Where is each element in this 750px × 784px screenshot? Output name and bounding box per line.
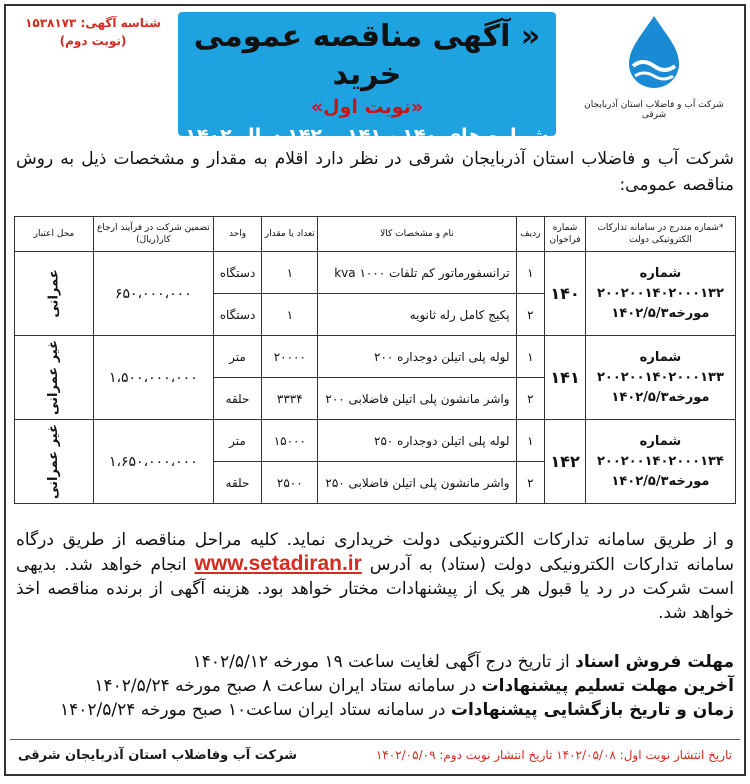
ad-identifier bbox=[18, 14, 168, 50]
ad-round: (نوبت دوم) bbox=[59, 34, 127, 48]
credit-cell bbox=[15, 252, 94, 336]
item-qty: ۲۵۰۰ bbox=[262, 462, 318, 504]
table-row bbox=[15, 252, 736, 294]
item-name: پکیج کامل رله ثانویه bbox=[318, 294, 516, 336]
setad-label: شماره bbox=[639, 433, 682, 449]
setad-number: ۲۰۰۲۰۰۱۴۰۲۰۰۰۱۳۲ bbox=[596, 285, 724, 301]
setad-number: ۲۰۰۲۰۰۱۴۰۲۰۰۰۱۳۳ bbox=[596, 369, 724, 385]
logo-company-name: شرکت آب و فاضلاب استان آذربایجان شرقی bbox=[584, 100, 724, 120]
setad-cell bbox=[585, 420, 735, 504]
setad-date: مورخه۱۴۰۲/۵/۳ bbox=[611, 305, 710, 321]
deadline-document-sale bbox=[16, 650, 734, 674]
col-unit: واحد bbox=[213, 217, 262, 252]
notice-title: « آگهی مناقصه عمومی خرید bbox=[193, 19, 541, 92]
row-number: ۲ bbox=[516, 378, 545, 420]
item-name: لوله پلی اتیلن دوجداره ۲۰۰ bbox=[318, 336, 516, 378]
deadline-label: زمان و تاریخ بازگشایی پیشنهادات bbox=[450, 700, 734, 720]
deadline-label: مهلت فروش اسناد bbox=[575, 652, 734, 672]
publish-dates: تاریخ انتشار نوبت اول: ۱۴۰۲/۰۵/۰۸ تاریخ انتشار نوبت دوم: ۱۴۰۲/۰۵/۰۹ bbox=[375, 748, 732, 762]
deadlines-list bbox=[16, 650, 734, 722]
credit-cell bbox=[15, 336, 94, 420]
row-number: ۱ bbox=[516, 252, 545, 294]
col-setad: *شماره مندرج در سامانه تدارکات الکترونیکی دولت bbox=[585, 217, 735, 252]
deadline-submission bbox=[16, 674, 734, 698]
col-row: ردیف bbox=[516, 217, 545, 252]
setad-label: شماره bbox=[639, 265, 682, 281]
col-item: نام و مشخصات کالا bbox=[318, 217, 516, 252]
deadline-detail: از تاریخ درج آگهی لغایت ساعت ۱۹ مورخه ۱۴۰۲/۵/۱۲ bbox=[192, 652, 576, 672]
title-box bbox=[178, 12, 556, 147]
guarantee-amount: ۶۵۰،۰۰۰،۰۰۰ bbox=[93, 252, 213, 336]
intro-text: شرکت آب و فاضلاب استان آذربایجان شرقی در نظر دارد اقلام به مقدار و مشخصات ذیل به روش مناقصه عمومی: bbox=[16, 149, 734, 195]
procedure-text-before: و از طریق سامانه تدارکات الکترونیکی دولت خریداری نماید. کلیه مراحل مناقصه از طریق درگاه سامانه تدارکات الکترونیکی دولت (ستاد) به آدرس bbox=[16, 530, 735, 575]
deadline-opening bbox=[16, 698, 734, 722]
item-unit: دستگاه bbox=[213, 294, 262, 336]
procedure-text-after: انجام خواهد شد. بدیهی است شرکت در رد یا قبول هر یک از پیشنهادات مختار خواهد بود. هزینه آگهی از برنده مناقصه اخذ خواهد شد. bbox=[16, 555, 734, 623]
notice-subtitle: «نوبت اول» bbox=[310, 96, 424, 118]
setad-number: ۲۰۰۲۰۰۱۴۰۲۰۰۰۱۳۴ bbox=[596, 453, 724, 469]
item-qty: ۲۰۰۰۰ bbox=[262, 336, 318, 378]
col-credit: محل اعتبار bbox=[15, 217, 94, 252]
table-row bbox=[15, 336, 736, 378]
table-row bbox=[15, 420, 736, 462]
footer-company: شرکت آب وفاضلاب استان آذربایجان شرقی bbox=[18, 747, 297, 763]
row-number: ۱ bbox=[516, 420, 545, 462]
item-qty: ۳۳۳۴ bbox=[262, 378, 318, 420]
tender-notice bbox=[4, 4, 746, 776]
notice-numbers: شماره های ۱۴۰ ، ۱۴۱ و ۱۴۲ سال ۱۴۰۲ bbox=[185, 125, 549, 147]
item-unit: حلقه bbox=[213, 462, 262, 504]
credit-cell bbox=[15, 420, 94, 504]
deadline-detail: در سامانه ستاد ایران ساعت ۸ صبح مورخه ۱۴۰۲/۵/۲۴ bbox=[94, 676, 482, 696]
water-drop-logo-icon bbox=[619, 12, 689, 90]
items-table bbox=[14, 216, 736, 504]
setadiran-link[interactable]: www.setadiran.ir bbox=[194, 552, 362, 575]
guarantee-amount: ۱،۶۵۰،۰۰۰،۰۰۰ bbox=[93, 420, 213, 504]
col-guarantee: تضمین شرکت در فرآیند ارجاع کار(ریال) bbox=[93, 217, 213, 252]
deadline-detail: در سامانه ستاد ایران ساعت۱۰ صبح مورخه ۱۴۰۲/۵/۲۴ bbox=[59, 700, 451, 720]
item-unit: دستگاه bbox=[213, 252, 262, 294]
item-name: ترانسفورماتور کم تلفات kva ۱۰۰۰ bbox=[318, 252, 516, 294]
item-unit: حلقه bbox=[213, 378, 262, 420]
guarantee-amount: ۱،۵۰۰،۰۰۰،۰۰۰ bbox=[93, 336, 213, 420]
item-name: واشر مانشون پلی اتیلن فاضلابی ۲۰۰ bbox=[318, 378, 516, 420]
setad-cell bbox=[585, 336, 735, 420]
item-name: واشر مانشون پلی اتیلن فاضلابی ۲۵۰ bbox=[318, 462, 516, 504]
company-logo bbox=[574, 12, 734, 136]
call-number: ۱۴۰ bbox=[545, 252, 586, 336]
setad-date: مورخه۱۴۰۲/۵/۳ bbox=[611, 473, 710, 489]
item-qty: ۱۵۰۰۰ bbox=[262, 420, 318, 462]
item-unit: متر bbox=[213, 420, 262, 462]
setad-date: مورخه۱۴۰۲/۵/۳ bbox=[611, 389, 710, 405]
item-qty: ۱ bbox=[262, 252, 318, 294]
table-header-row bbox=[15, 217, 736, 252]
row-number: ۲ bbox=[516, 294, 545, 336]
row-number: ۲ bbox=[516, 462, 545, 504]
setad-cell bbox=[585, 252, 735, 336]
setad-label: شماره bbox=[639, 349, 682, 365]
notice-footer bbox=[10, 739, 740, 770]
item-unit: متر bbox=[213, 336, 262, 378]
row-number: ۱ bbox=[516, 336, 545, 378]
credit-source: غیر عمرانی bbox=[46, 340, 62, 415]
call-number: ۱۴۱ bbox=[545, 336, 586, 420]
call-number: ۱۴۲ bbox=[545, 420, 586, 504]
col-call-no: شماره فراخوان bbox=[545, 217, 586, 252]
item-name: لوله پلی اتیلن دوجداره ۲۵۰ bbox=[318, 420, 516, 462]
deadline-label: آخرین مهلت تسلیم پیشنهادات bbox=[481, 676, 734, 696]
item-qty: ۱ bbox=[262, 294, 318, 336]
ad-id-label: شناسه آگهی: ۱۵۳۸۱۷۳ bbox=[25, 16, 161, 30]
col-qty: تعداد یا مقدار bbox=[262, 217, 318, 252]
credit-source: غیر عمرانی bbox=[46, 424, 62, 499]
credit-source: عمرانی bbox=[46, 269, 62, 318]
notice-header bbox=[6, 6, 744, 147]
procedure-text bbox=[16, 528, 734, 625]
